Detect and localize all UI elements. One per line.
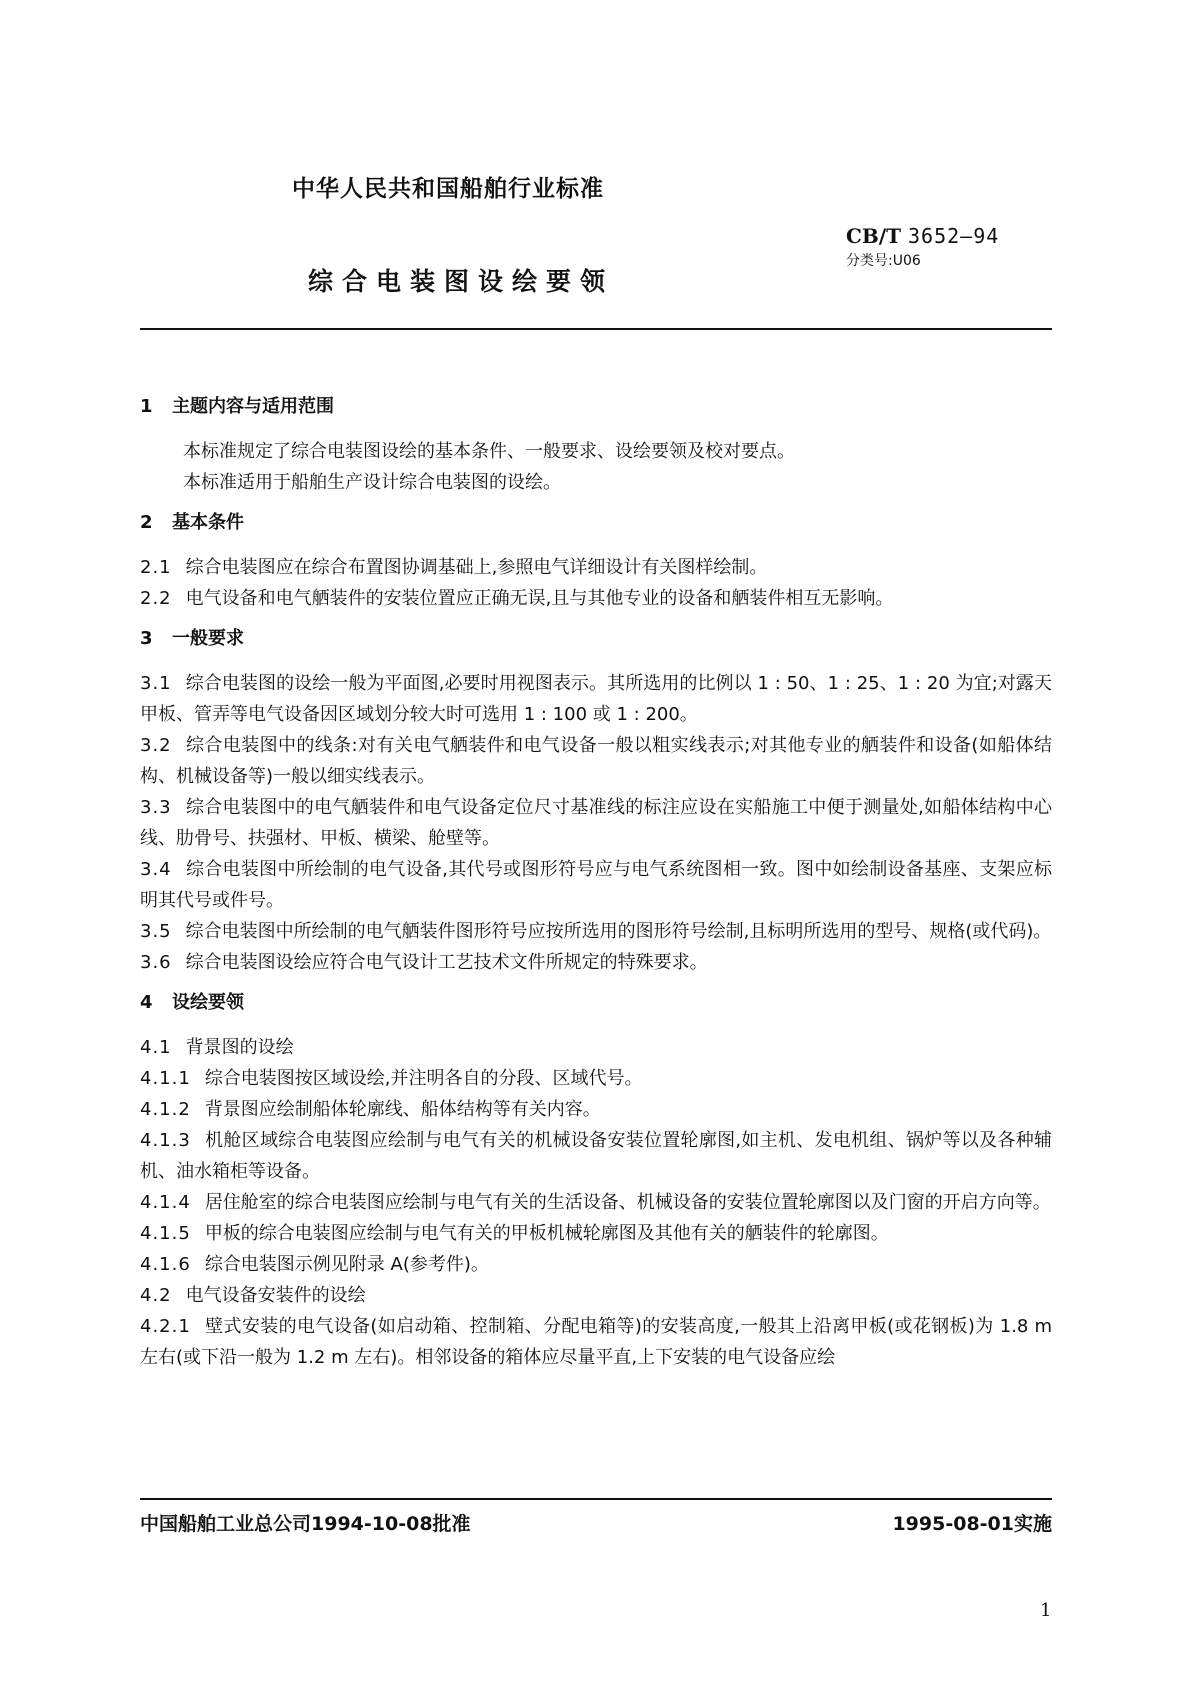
document-body: [140, 392, 1052, 1373]
header-divider: [140, 328, 1052, 330]
implementation-date: 1995-08-01实施: [892, 1513, 1052, 1535]
clause: 4.1.1 综合电装图按区域设绘,并注明各自的分段、区域代号。: [140, 1068, 643, 1089]
clause: 4.1.6 综合电装图示例见附录 A(参考件)。: [140, 1254, 489, 1275]
classification-number: 分类号:U06: [846, 253, 921, 269]
page-number: 1: [1040, 1600, 1052, 1621]
document-title: 综合电装图设绘要领: [308, 267, 615, 296]
clause: 4.1 背景图的设绘: [140, 1037, 294, 1058]
clause: 3.1 综合电装图的设绘一般为平面图,必要时用视图表示。其所选用的比例以 1 : 50、1 : 25、1 : 20 为宜;对露天甲板、管弄等电气设备因区域划分较大时可选用 1 : 100 或 1 : 200。: [140, 673, 1052, 725]
footer-divider: [140, 1498, 1052, 1500]
clause: 4.2.1 壁式安装的电气设备(如启动箱、控制箱、分配电箱等)的安装高度,一般其上沿离甲板(或花钢板)为 1.8 m 左右(或下沿一般为 1.2 m 左右)。相邻设备的箱体应尽量平直,上下安装的电气设备应绘: [140, 1316, 1052, 1368]
paragraph: 本标准适用于船舶生产设计综合电装图的设绘。: [183, 472, 561, 493]
clause: 4.1.3 机舱区域综合电装图应绘制与电气有关的机械设备安装位置轮廓图,如主机、发电机组、锅炉等以及各种辅机、油水箱柜等设备。: [140, 1130, 1052, 1182]
clause: 2.2 电气设备和电气舾装件的安装位置应正确无误,且与其他专业的设备和舾装件相互无影响。: [140, 588, 894, 609]
code-number: 3652—94: [907, 224, 1000, 248]
clause: 4.1.2 背景图应绘制船体轮廓线、船体结构等有关内容。: [140, 1099, 601, 1120]
approval-note: 中国船舶工业总公司1994-10-08批准: [140, 1513, 471, 1535]
clause: 3.4 综合电装图中所绘制的电气设备,其代号或图形符号应与电气系统图相一致。图中如绘制设备基座、支架应标明其代号或件号。: [140, 859, 1052, 911]
standard-title: 中华人民共和国船舶行业标准: [292, 176, 604, 202]
section-heading: 4 设绘要领: [140, 992, 244, 1013]
section-heading: 1 主题内容与适用范围: [140, 396, 334, 417]
clause: 3.5 综合电装图中所绘制的电气舾装件图形符号应按所选用的图形符号绘制,且标明所选用的型号、规格(或代码)。: [140, 921, 1052, 942]
section-heading: 2 基本条件: [140, 512, 244, 533]
paragraph: 本标准规定了综合电装图设绘的基本条件、一般要求、设绘要领及校对要点。: [183, 441, 795, 462]
section-heading: 3 一般要求: [140, 628, 244, 649]
clause: 4.2 电气设备安装件的设绘: [140, 1285, 366, 1306]
clause: 4.1.4 居住舱室的综合电装图应绘制与电气有关的生活设备、机械设备的安装位置轮廓图以及门窗的开启方向等。: [140, 1192, 1051, 1213]
clause: 4.1.5 甲板的综合电装图应绘制与电气有关的甲板机械轮廓图及其他有关的舾装件的轮廓图。: [140, 1223, 889, 1244]
clause: 3.2 综合电装图中的线条:对有关电气舾装件和电气设备一般以粗实线表示;对其他专业的舾装件和设备(如船体结构、机械设备等)一般以细实线表示。: [140, 735, 1052, 787]
clause: 2.1 综合电装图应在综合布置图协调基础上,参照电气详细设计有关图样绘制。: [140, 557, 768, 578]
clause: 3.6 综合电装图设绘应符合电气设计工艺技术文件所规定的特殊要求。: [140, 952, 708, 973]
standard-code: [846, 224, 999, 248]
clause: 3.3 综合电装图中的电气舾装件和电气设备定位尺寸基准线的标注应设在实船施工中便于测量处,如船体结构中心线、肋骨号、扶强材、甲板、横梁、舱壁等。: [140, 797, 1052, 849]
code-prefix: CB/T: [846, 224, 902, 248]
